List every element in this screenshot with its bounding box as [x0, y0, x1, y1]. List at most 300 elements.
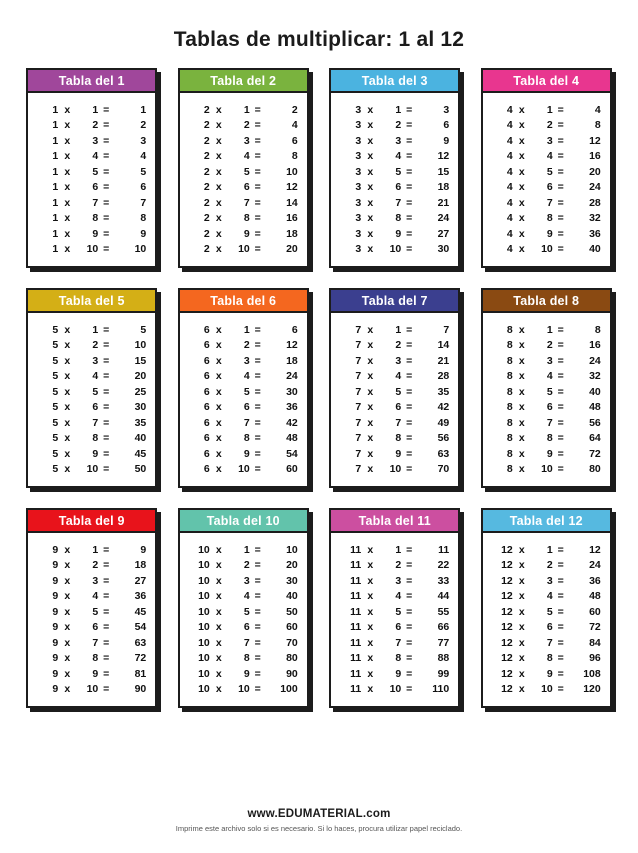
multiply-symbol: x	[215, 636, 222, 649]
table-row	[34, 682, 149, 698]
equals-symbol: =	[254, 636, 261, 649]
equals-symbol: =	[557, 165, 564, 178]
product-value: 48	[589, 590, 601, 603]
equals-symbol: =	[406, 354, 413, 367]
equals-symbol: =	[254, 103, 261, 116]
equals-symbol: =	[103, 605, 110, 618]
factor-b: 5	[92, 385, 99, 398]
table-row	[337, 666, 452, 682]
equals-symbol: =	[103, 416, 110, 429]
factor-a: 8	[506, 447, 513, 460]
table-row	[489, 242, 604, 258]
product-value: 96	[589, 652, 601, 665]
table-row	[337, 462, 452, 478]
multiply-symbol: x	[215, 103, 222, 116]
multiply-symbol: x	[518, 416, 525, 429]
equals-symbol: =	[557, 463, 564, 476]
multiplication-table-card	[481, 288, 612, 488]
equals-symbol: =	[406, 370, 413, 383]
table-row	[489, 211, 604, 227]
equals-symbol: =	[557, 590, 564, 603]
factor-b: 4	[395, 370, 402, 383]
multiply-symbol: x	[518, 196, 525, 209]
multiply-symbol: x	[367, 416, 374, 429]
product-value: 45	[134, 447, 147, 460]
equals-symbol: =	[254, 243, 261, 256]
factor-a: 5	[52, 416, 59, 429]
table-row	[489, 133, 604, 149]
factor-b: 6	[92, 181, 99, 194]
product-value: 9	[140, 227, 147, 240]
card-inner	[329, 508, 460, 708]
factor-b: 4	[395, 150, 402, 163]
factor-a: 8	[506, 323, 513, 336]
equals-symbol: =	[406, 385, 413, 398]
equals-symbol: =	[406, 165, 413, 178]
equals-symbol: =	[557, 323, 564, 336]
factor-b: 8	[243, 652, 250, 665]
factor-a: 10	[198, 559, 210, 572]
table-header	[178, 508, 309, 533]
table-header-label: Tabla del 10	[206, 513, 280, 528]
table-row	[186, 635, 301, 651]
multiplication-table-card	[481, 508, 612, 708]
card-inner	[481, 288, 612, 488]
table-row	[186, 573, 301, 589]
multiply-symbol: x	[215, 339, 222, 352]
equals-symbol: =	[406, 416, 413, 429]
factor-b: 6	[395, 181, 402, 194]
table-row	[186, 431, 301, 447]
equals-symbol: =	[557, 652, 564, 665]
factor-a: 10	[198, 667, 210, 680]
factor-a: 5	[52, 354, 59, 367]
equals-symbol: =	[254, 416, 261, 429]
factor-a: 11	[350, 559, 362, 572]
product-value: 1	[140, 103, 147, 116]
factor-b: 1	[395, 103, 402, 116]
factor-a: 9	[52, 683, 59, 696]
factor-a: 8	[506, 416, 513, 429]
factor-b: 8	[546, 212, 553, 225]
product-value: 40	[589, 243, 601, 256]
table-row	[186, 164, 301, 180]
factor-b: 2	[395, 119, 402, 132]
product-value: 6	[443, 119, 450, 132]
factor-a: 4	[506, 165, 513, 178]
product-value: 42	[437, 401, 450, 414]
table-header-label: Tabla del 12	[509, 513, 583, 528]
factor-a: 3	[355, 150, 362, 163]
table-header	[481, 288, 612, 313]
table-row	[34, 384, 149, 400]
table-row	[186, 384, 301, 400]
product-value: 8	[594, 323, 601, 336]
product-value: 88	[437, 652, 450, 665]
factor-b: 9	[92, 667, 99, 680]
multiply-symbol: x	[64, 119, 71, 132]
factor-b: 5	[243, 385, 250, 398]
factor-a: 11	[350, 652, 362, 665]
product-value: 36	[286, 401, 298, 414]
multiply-symbol: x	[367, 103, 374, 116]
table-body	[481, 313, 612, 488]
card-inner	[26, 508, 157, 708]
multiply-symbol: x	[215, 181, 222, 194]
multiply-symbol: x	[367, 243, 374, 256]
factor-b: 10	[389, 683, 402, 696]
table-row	[34, 369, 149, 385]
equals-symbol: =	[406, 227, 413, 240]
table-row	[34, 400, 149, 416]
equals-symbol: =	[557, 150, 564, 163]
factor-a: 3	[355, 227, 362, 240]
table-row	[34, 211, 149, 227]
multiply-symbol: x	[215, 683, 222, 696]
factor-a: 10	[198, 590, 210, 603]
product-value: 7	[140, 196, 147, 209]
factor-b: 10	[86, 243, 99, 256]
multiply-symbol: x	[215, 354, 222, 367]
factor-a: 9	[52, 667, 59, 680]
multiply-symbol: x	[518, 447, 525, 460]
multiply-symbol: x	[367, 339, 374, 352]
card-inner	[178, 508, 309, 708]
table-row	[489, 558, 604, 574]
card-inner	[481, 508, 612, 708]
footer-note: Imprime este archivo solo si es necesario. Si lo haces, procura utilizar papel reciclado.	[175, 824, 463, 833]
equals-symbol: =	[557, 559, 564, 572]
multiplication-table-card	[178, 288, 309, 488]
equals-symbol: =	[406, 621, 413, 634]
factor-a: 7	[355, 432, 362, 445]
table-row	[489, 353, 604, 369]
table-row	[186, 180, 301, 196]
factor-b: 8	[546, 432, 553, 445]
product-value: 110	[432, 683, 450, 696]
multiplication-table-card	[26, 508, 157, 708]
product-value: 18	[286, 227, 298, 240]
multiply-symbol: x	[215, 667, 222, 680]
product-value: 28	[437, 370, 450, 383]
multiply-symbol: x	[215, 370, 222, 383]
table-row	[489, 635, 604, 651]
factor-b: 5	[92, 605, 99, 618]
factor-a: 1	[52, 134, 59, 147]
table-row	[34, 431, 149, 447]
table-row	[186, 242, 301, 258]
factor-b: 1	[546, 103, 553, 116]
multiply-symbol: x	[518, 227, 525, 240]
factor-b: 4	[243, 150, 250, 163]
factor-b: 2	[546, 339, 553, 352]
factor-a: 11	[350, 574, 362, 587]
product-value: 80	[286, 652, 298, 665]
factor-a: 6	[203, 385, 210, 398]
multiply-symbol: x	[518, 667, 525, 680]
factor-a: 10	[198, 621, 210, 634]
equals-symbol: =	[103, 447, 110, 460]
factor-b: 6	[243, 401, 250, 414]
product-value: 120	[583, 683, 601, 696]
table-row	[489, 102, 604, 118]
table-row	[489, 226, 604, 242]
factor-a: 5	[52, 401, 59, 414]
product-value: 50	[134, 463, 147, 476]
factor-a: 8	[506, 385, 513, 398]
factor-a: 9	[52, 590, 59, 603]
multiplication-table-card	[178, 508, 309, 708]
table-header-label: Tabla del 2	[210, 73, 277, 88]
equals-symbol: =	[406, 181, 413, 194]
factor-a: 5	[52, 339, 59, 352]
factor-b: 6	[395, 401, 402, 414]
equals-symbol: =	[254, 165, 261, 178]
factor-a: 5	[52, 323, 59, 336]
factor-a: 10	[198, 636, 210, 649]
multiplication-table-card	[329, 288, 460, 488]
multiply-symbol: x	[518, 134, 525, 147]
table-row	[186, 400, 301, 416]
equals-symbol: =	[254, 354, 261, 367]
product-value: 80	[589, 463, 601, 476]
table-header	[26, 288, 157, 313]
equals-symbol: =	[406, 103, 413, 116]
product-value: 36	[589, 574, 601, 587]
factor-a: 4	[506, 119, 513, 132]
product-value: 7	[443, 323, 450, 336]
product-value: 18	[437, 181, 450, 194]
multiply-symbol: x	[64, 227, 71, 240]
multiply-symbol: x	[518, 165, 525, 178]
table-header-label: Tabla del 1	[58, 73, 125, 88]
factor-a: 12	[501, 652, 513, 665]
card-inner	[481, 68, 612, 268]
multiply-symbol: x	[64, 621, 71, 634]
equals-symbol: =	[254, 463, 261, 476]
multiply-symbol: x	[367, 463, 374, 476]
table-row	[34, 558, 149, 574]
factor-b: 10	[238, 243, 250, 256]
table-row	[186, 226, 301, 242]
factor-b: 5	[395, 165, 402, 178]
equals-symbol: =	[254, 227, 261, 240]
multiply-symbol: x	[518, 385, 525, 398]
multiply-symbol: x	[518, 432, 525, 445]
equals-symbol: =	[103, 370, 110, 383]
equals-symbol: =	[103, 463, 110, 476]
equals-symbol: =	[254, 667, 261, 680]
table-row	[34, 666, 149, 682]
factor-a: 5	[52, 463, 59, 476]
multiply-symbol: x	[215, 432, 222, 445]
multiply-symbol: x	[215, 134, 222, 147]
table-row	[489, 682, 604, 698]
factor-a: 8	[506, 432, 513, 445]
equals-symbol: =	[254, 683, 261, 696]
equals-symbol: =	[103, 574, 110, 587]
factor-a: 9	[52, 636, 59, 649]
factor-a: 5	[52, 447, 59, 460]
equals-symbol: =	[103, 150, 110, 163]
factor-b: 2	[243, 119, 250, 132]
factor-b: 2	[92, 119, 99, 132]
factor-b: 10	[86, 683, 99, 696]
table-header	[26, 508, 157, 533]
product-value: 3	[140, 134, 147, 147]
product-value: 30	[134, 401, 147, 414]
table-row	[34, 195, 149, 211]
equals-symbol: =	[406, 212, 413, 225]
product-value: 40	[134, 432, 147, 445]
factor-b: 10	[86, 463, 99, 476]
factor-b: 10	[389, 463, 402, 476]
multiply-symbol: x	[518, 339, 525, 352]
factor-b: 4	[92, 590, 99, 603]
factor-b: 2	[395, 559, 402, 572]
factor-a: 7	[355, 385, 362, 398]
product-value: 63	[437, 447, 450, 460]
multiply-symbol: x	[215, 543, 222, 556]
factor-a: 6	[203, 370, 210, 383]
table-row	[186, 446, 301, 462]
product-value: 18	[286, 354, 298, 367]
factor-b: 8	[395, 212, 402, 225]
multiply-symbol: x	[64, 150, 71, 163]
product-value: 3	[443, 103, 450, 116]
equals-symbol: =	[254, 134, 261, 147]
product-value: 33	[437, 574, 450, 587]
multiply-symbol: x	[215, 196, 222, 209]
factor-a: 1	[52, 165, 59, 178]
table-row	[186, 651, 301, 667]
factor-a: 8	[506, 401, 513, 414]
table-header-label: Tabla del 6	[210, 293, 277, 308]
table-row	[337, 322, 452, 338]
product-value: 14	[437, 339, 450, 352]
factor-a: 4	[506, 150, 513, 163]
card-inner	[329, 68, 460, 268]
table-row	[489, 604, 604, 620]
product-value: 77	[437, 636, 450, 649]
table-row	[34, 651, 149, 667]
table-row	[186, 682, 301, 698]
factor-b: 7	[92, 636, 99, 649]
multiply-symbol: x	[64, 401, 71, 414]
table-header-label: Tabla del 7	[361, 293, 428, 308]
table-body	[481, 533, 612, 708]
table-row	[489, 180, 604, 196]
product-value: 10	[134, 243, 147, 256]
factor-b: 3	[546, 574, 553, 587]
factor-a: 6	[203, 401, 210, 414]
product-value: 12	[437, 150, 450, 163]
multiply-symbol: x	[215, 463, 222, 476]
product-value: 72	[589, 447, 601, 460]
multiplication-table-card	[26, 68, 157, 268]
table-body	[26, 533, 157, 708]
multiply-symbol: x	[367, 150, 374, 163]
product-value: 16	[286, 212, 298, 225]
factor-a: 6	[203, 354, 210, 367]
factor-b: 8	[243, 432, 250, 445]
product-value: 8	[594, 119, 601, 132]
multiply-symbol: x	[64, 370, 71, 383]
factor-a: 12	[501, 543, 513, 556]
product-value: 24	[589, 559, 601, 572]
table-header-label: Tabla del 11	[358, 513, 431, 528]
table-row	[489, 651, 604, 667]
multiply-symbol: x	[518, 103, 525, 116]
factor-b: 7	[395, 416, 402, 429]
factor-b: 4	[243, 590, 250, 603]
product-value: 72	[589, 621, 601, 634]
table-row	[186, 338, 301, 354]
equals-symbol: =	[254, 590, 261, 603]
equals-symbol: =	[406, 339, 413, 352]
product-value: 20	[286, 559, 298, 572]
table-row	[34, 573, 149, 589]
product-value: 4	[594, 103, 601, 116]
table-header	[329, 68, 460, 93]
equals-symbol: =	[406, 636, 413, 649]
factor-b: 2	[243, 559, 250, 572]
factor-a: 4	[506, 181, 513, 194]
multiply-symbol: x	[367, 667, 374, 680]
table-row	[34, 620, 149, 636]
factor-a: 12	[501, 590, 513, 603]
factor-a: 12	[501, 605, 513, 618]
product-value: 27	[437, 227, 450, 240]
product-value: 6	[291, 134, 298, 147]
table-row	[489, 415, 604, 431]
equals-symbol: =	[557, 212, 564, 225]
product-value: 70	[286, 636, 298, 649]
multiply-symbol: x	[367, 432, 374, 445]
factor-b: 1	[395, 323, 402, 336]
equals-symbol: =	[103, 134, 110, 147]
factor-b: 9	[546, 447, 553, 460]
factor-a: 7	[355, 447, 362, 460]
multiply-symbol: x	[367, 385, 374, 398]
factor-b: 5	[395, 605, 402, 618]
factor-a: 2	[203, 103, 210, 116]
equals-symbol: =	[557, 119, 564, 132]
table-header-label: Tabla del 9	[58, 513, 125, 528]
factor-a: 4	[506, 134, 513, 147]
table-header-label: Tabla del 5	[58, 293, 125, 308]
multiply-symbol: x	[215, 574, 222, 587]
product-value: 55	[437, 605, 450, 618]
equals-symbol: =	[254, 559, 261, 572]
factor-a: 5	[52, 432, 59, 445]
equals-symbol: =	[406, 119, 413, 132]
factor-b: 2	[546, 559, 553, 572]
factor-b: 6	[243, 621, 250, 634]
product-value: 8	[140, 212, 147, 225]
equals-symbol: =	[103, 196, 110, 209]
multiply-symbol: x	[518, 463, 525, 476]
table-row	[489, 400, 604, 416]
multiply-symbol: x	[367, 652, 374, 665]
product-value: 21	[437, 196, 450, 209]
equals-symbol: =	[254, 339, 261, 352]
multiply-symbol: x	[367, 119, 374, 132]
product-value: 54	[286, 447, 298, 460]
equals-symbol: =	[406, 667, 413, 680]
factor-a: 10	[198, 683, 210, 696]
card-inner	[178, 68, 309, 268]
